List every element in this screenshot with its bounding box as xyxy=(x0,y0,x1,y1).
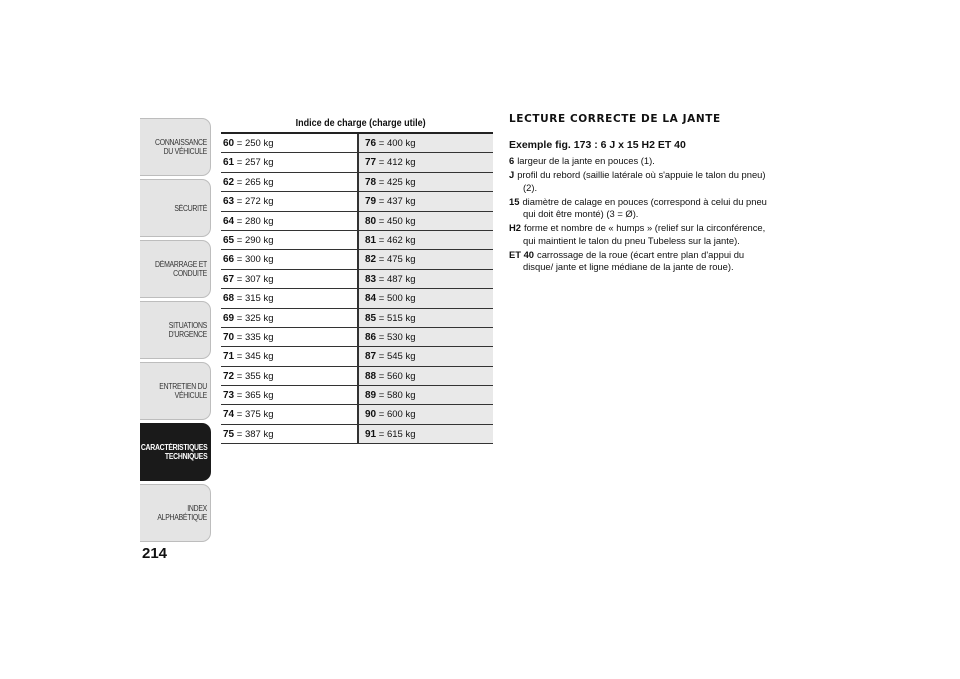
load-value: = 307 kg xyxy=(234,273,274,285)
load-value: = 300 kg xyxy=(234,254,274,266)
load-index-table xyxy=(221,116,493,444)
load-value: = 462 kg xyxy=(376,234,416,246)
tab-caracteristiques-techniques[interactable] xyxy=(140,423,211,481)
table-row xyxy=(359,425,493,444)
section-heading: LECTURE CORRECTE DE LA JANTE xyxy=(509,113,721,125)
table-row xyxy=(359,270,493,289)
load-index: 62 xyxy=(223,176,235,188)
load-index: 91 xyxy=(365,428,377,440)
table-row xyxy=(221,134,357,153)
rim-definition-item xyxy=(509,155,774,167)
tab-demarrage-et-conduite[interactable] xyxy=(140,240,211,298)
load-index: 61 xyxy=(223,157,235,169)
load-index: 63 xyxy=(223,196,235,208)
rim-description: diamètre de calage en pouces (correspond à celui du pneu qui doit être monté) (3 = Ø). xyxy=(522,195,767,220)
table-body xyxy=(221,134,493,444)
load-value: = 560 kg xyxy=(376,370,416,382)
load-index: 82 xyxy=(365,254,377,266)
load-index: 71 xyxy=(223,351,235,363)
load-index: 81 xyxy=(365,234,377,246)
table-row xyxy=(221,405,357,424)
load-value: = 355 kg xyxy=(234,370,274,382)
table-row xyxy=(359,173,493,192)
rim-description: forme et nombre de « humps » (relief sur la circonférence, qui maintient le talon du pneu Tubeless sur la jante). xyxy=(523,222,766,246)
load-value: = 375 kg xyxy=(234,409,274,421)
table-row xyxy=(359,347,493,366)
load-value: = 272 kg xyxy=(234,196,274,208)
load-value: = 487 kg xyxy=(376,273,416,285)
rim-code: 6 xyxy=(509,155,515,166)
tab-label: INDEX ALPHABÉTIQUE xyxy=(157,504,207,522)
load-value: = 315 kg xyxy=(234,293,274,305)
table-row xyxy=(221,212,357,231)
table-row xyxy=(221,425,357,444)
load-index: 69 xyxy=(223,312,235,324)
load-value: = 280 kg xyxy=(234,215,274,227)
rim-definition-item xyxy=(509,249,774,274)
table-row xyxy=(359,231,493,250)
rim-description: largeur de la jante en pouces (1). xyxy=(517,155,655,166)
load-index: 86 xyxy=(365,331,377,343)
load-index: 79 xyxy=(365,196,377,208)
load-index: 89 xyxy=(365,390,377,402)
load-index: 64 xyxy=(223,215,235,227)
load-index: 66 xyxy=(223,254,235,266)
tab-index-alphabetique[interactable] xyxy=(140,484,211,542)
tab-label: CARACTÉRISTIQUES TECHNIQUES xyxy=(140,443,207,461)
page-number: 214 xyxy=(142,545,168,562)
table-row xyxy=(359,250,493,269)
load-index: 88 xyxy=(365,370,377,382)
table-column-right xyxy=(357,134,493,444)
load-index: 70 xyxy=(223,331,235,343)
load-index: 84 xyxy=(365,293,377,305)
load-value: = 500 kg xyxy=(376,293,416,305)
load-index: 87 xyxy=(365,351,377,363)
load-index: 83 xyxy=(365,273,377,285)
tab-label: CONNAISSANCE DU VÉHICULE xyxy=(155,138,207,156)
table-row xyxy=(221,367,357,386)
load-index: 90 xyxy=(365,409,377,421)
load-value: = 325 kg xyxy=(234,312,274,324)
rim-code: ET 40 xyxy=(509,249,535,261)
load-index: 73 xyxy=(223,390,235,402)
load-index: 67 xyxy=(223,273,235,285)
rim-description: carrossage de la roue (écart entre plan d'appui du disque/ jante et ligne médiane de la jante de roue). xyxy=(523,249,745,273)
load-value: = 412 kg xyxy=(376,157,416,169)
load-value: = 437 kg xyxy=(376,196,416,208)
load-value: = 580 kg xyxy=(376,390,416,402)
rim-code: 15 xyxy=(509,195,520,207)
table-row xyxy=(359,328,493,347)
load-value: = 425 kg xyxy=(376,176,416,188)
rim-definition-list xyxy=(509,155,774,274)
table-row xyxy=(221,173,357,192)
load-value: = 265 kg xyxy=(234,176,274,188)
load-index: 68 xyxy=(223,293,235,305)
load-index: 76 xyxy=(365,138,377,149)
load-value: = 365 kg xyxy=(234,390,274,402)
example-line: Exemple fig. 173 : 6 J x 15 H2 ET 40 xyxy=(509,139,686,151)
load-value: = 600 kg xyxy=(376,409,416,421)
table-row xyxy=(221,289,357,308)
rim-code: J xyxy=(509,169,515,181)
rim-reading-section xyxy=(509,113,774,276)
tab-entretien-du-vehicule[interactable] xyxy=(140,362,211,420)
load-value: = 615 kg xyxy=(376,428,416,440)
table-row xyxy=(359,367,493,386)
table-row xyxy=(359,289,493,308)
tab-situations-d-urgence[interactable] xyxy=(140,301,211,359)
load-value: = 250 kg xyxy=(234,138,274,149)
load-value: = 545 kg xyxy=(376,351,416,363)
table-row xyxy=(221,153,357,172)
rim-code: H2 xyxy=(509,222,521,234)
load-value: = 515 kg xyxy=(376,312,416,324)
load-index: 77 xyxy=(365,157,377,169)
table-row xyxy=(221,386,357,405)
table-row xyxy=(359,153,493,172)
load-index: 80 xyxy=(365,215,377,227)
load-value: = 387 kg xyxy=(234,428,274,440)
tab-label: ENTRETIEN DU VÉHICULE xyxy=(159,382,207,400)
table-row xyxy=(221,250,357,269)
table-row xyxy=(359,192,493,211)
tab-connaissance-du-vehicule[interactable] xyxy=(140,118,211,176)
chapter-tabs xyxy=(140,118,211,545)
load-index: 60 xyxy=(223,138,235,149)
load-value: = 400 kg xyxy=(376,138,416,149)
load-value: = 290 kg xyxy=(234,234,274,246)
rim-definition-item xyxy=(509,169,774,194)
rim-definition-item xyxy=(509,222,774,247)
tab-label: DÉMARRAGE ET CONDUITE xyxy=(155,260,207,278)
load-index: 65 xyxy=(223,234,235,246)
rim-definition-item xyxy=(509,196,774,221)
tab-label: SÉCURITÉ xyxy=(174,203,207,213)
load-index: 75 xyxy=(223,428,235,440)
load-value: = 335 kg xyxy=(234,331,274,343)
load-value: = 345 kg xyxy=(234,351,274,363)
load-index: 85 xyxy=(365,312,377,324)
load-index: 72 xyxy=(223,370,235,382)
table-row xyxy=(221,231,357,250)
table-row xyxy=(221,347,357,366)
table-column-left xyxy=(221,134,357,444)
table-row xyxy=(221,328,357,347)
table-row xyxy=(359,309,493,328)
rim-description: profil du rebord (saillie latérale où s'appuie le talon du pneu) (2). xyxy=(517,169,766,193)
table-row xyxy=(359,405,493,424)
table-row xyxy=(221,192,357,211)
load-value: = 530 kg xyxy=(376,331,416,343)
tab-label: SITUATIONS D'URGENCE xyxy=(168,321,207,339)
load-value: = 475 kg xyxy=(376,254,416,266)
table-row xyxy=(359,212,493,231)
load-value: = 450 kg xyxy=(376,215,416,227)
load-value: = 257 kg xyxy=(234,157,274,169)
table-row xyxy=(359,386,493,405)
tab-securite[interactable] xyxy=(140,179,211,237)
table-title: Indice de charge (charge utile) xyxy=(295,118,426,129)
load-index: 74 xyxy=(223,409,235,421)
table-row xyxy=(359,134,493,153)
table-row xyxy=(221,309,357,328)
table-row xyxy=(221,270,357,289)
load-index: 78 xyxy=(365,176,377,188)
